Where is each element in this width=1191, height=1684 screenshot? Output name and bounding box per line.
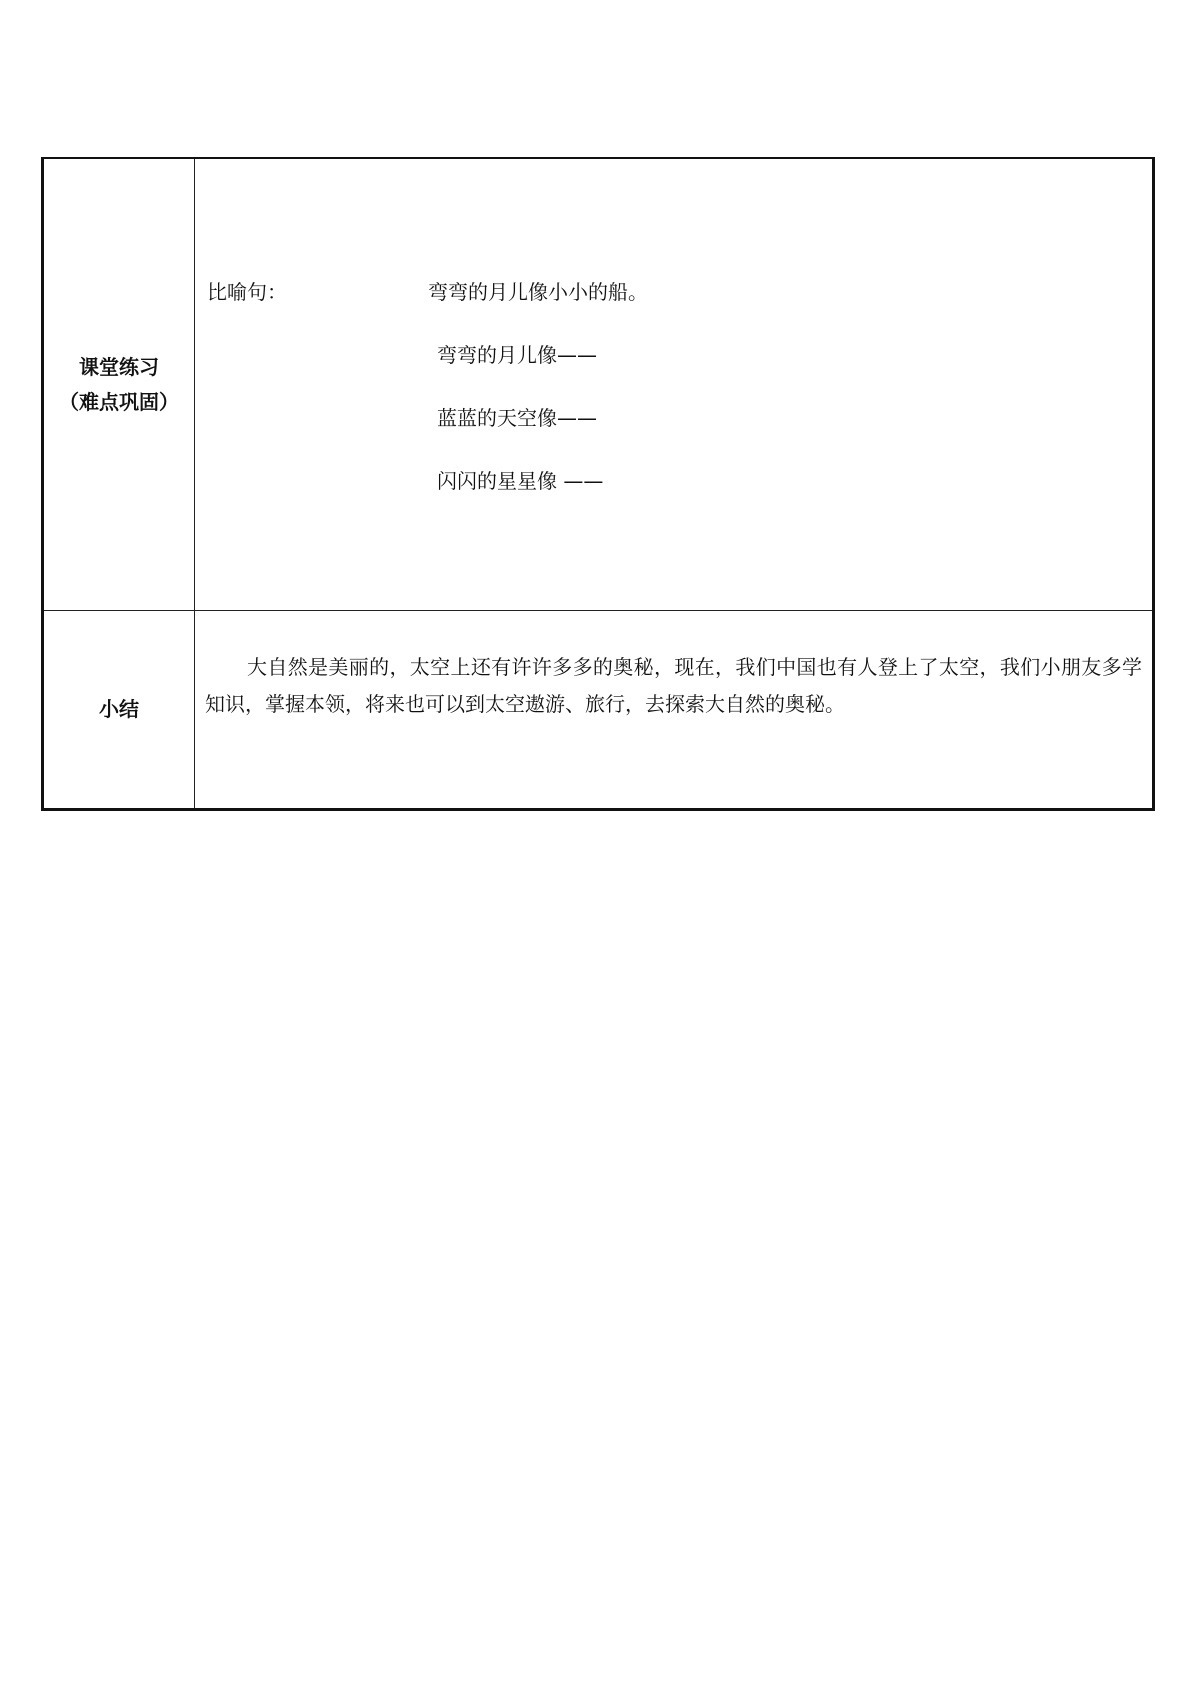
simile-label: 比喻句： <box>207 280 287 304</box>
practice-header <box>44 350 194 420</box>
exercise-line-stars: 闪闪的星星像 —— <box>437 469 604 493</box>
summary-text: 大自然是美丽的，太空上还有许许多多的奥秘，现在，我们中国也有人登上了太空，我们小朋友多学知识，掌握本领，将来也可以到太空遨游、旅行，去探索大自然的奥秘。 <box>205 654 1142 716</box>
exercise-line-sky: 蓝蓝的天空像—— <box>437 406 597 430</box>
practice-content <box>195 159 1152 610</box>
lesson-table <box>41 157 1155 811</box>
practice-row <box>43 158 1154 611</box>
practice-content-cell <box>195 158 1154 611</box>
exercise-line-moon: 弯弯的月儿像—— <box>437 343 597 367</box>
practice-header-title: 课堂练习 <box>79 354 159 379</box>
summary-content-cell <box>195 611 1154 810</box>
summary-header: 小结 <box>99 697 139 721</box>
practice-header-cell <box>43 158 195 611</box>
summary-row <box>43 611 1154 810</box>
practice-header-subtitle: （难点巩固） <box>59 389 179 414</box>
simile-example: 弯弯的月儿像小小的船。 <box>428 280 648 304</box>
summary-header-cell <box>43 611 195 810</box>
